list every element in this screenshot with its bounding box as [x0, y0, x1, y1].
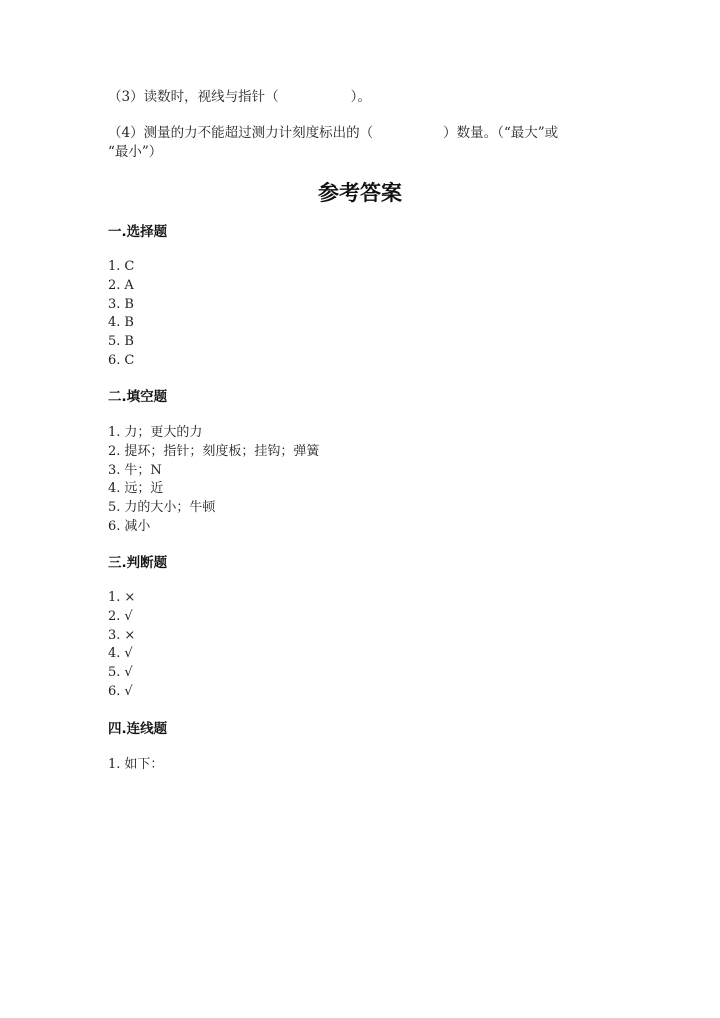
item-answer: B: [124, 296, 134, 312]
item-answer: ×: [124, 627, 136, 643]
list-item: [108, 683, 135, 702]
item-number: 1.: [108, 425, 121, 440]
item-answer: 力的大小；牛顿: [124, 500, 216, 516]
answer-list-multiple-choice: [108, 258, 134, 371]
item-answer: 减小: [124, 518, 151, 534]
question-4: [108, 124, 558, 142]
answer-list-true-false: [108, 589, 135, 702]
list-item: [108, 664, 135, 683]
section-heading-multiple-choice: 一.选择题: [108, 224, 168, 240]
item-answer: 远；近: [124, 481, 164, 497]
item-answer: 如下：: [124, 757, 164, 772]
item-answer: √: [124, 646, 133, 662]
item-number: 5.: [108, 665, 121, 681]
section-heading-fill-in: 二.填空题: [108, 389, 168, 405]
question-3: [108, 88, 371, 106]
item-number: 6.: [108, 683, 121, 699]
item-number: 1.: [108, 757, 121, 772]
item-number: 1.: [108, 590, 121, 605]
answer-list-matching: [108, 756, 163, 775]
item-number: 1.: [108, 259, 121, 274]
item-number: 6.: [108, 518, 121, 534]
item-number: 5.: [108, 500, 121, 516]
item-answer: 力；更大的力: [124, 425, 203, 440]
list-item: [108, 518, 319, 537]
item-answer: C: [124, 352, 135, 368]
section-heading-matching: 四.连线题: [108, 721, 168, 737]
item-answer: √: [124, 683, 133, 699]
section-heading-true-false: 三.判断题: [108, 555, 168, 571]
list-item: [108, 258, 134, 277]
item-number: 2.: [108, 443, 121, 459]
item-number: 6.: [108, 352, 121, 368]
question-3-text: （3）读数时，视线与指针（: [108, 89, 279, 105]
list-item: [108, 333, 134, 352]
item-number: 3.: [108, 627, 121, 643]
list-item: [108, 314, 134, 333]
list-item: [108, 589, 135, 608]
list-item: [108, 277, 134, 296]
list-item: [108, 296, 134, 315]
item-number: 3.: [108, 296, 121, 312]
list-item: [108, 480, 319, 499]
list-item: [108, 443, 319, 462]
item-number: 2.: [108, 608, 121, 624]
list-item: [108, 352, 134, 371]
answer-key-title: 参考答案: [318, 181, 402, 205]
item-number: 3.: [108, 462, 121, 478]
question-3-tail: ）。: [350, 89, 371, 105]
item-answer: ×: [124, 590, 136, 605]
question-4-continuation: “最小”）: [108, 144, 163, 160]
list-item: [108, 645, 135, 664]
answer-list-fill-in: [108, 424, 319, 537]
question-4-tail: ）数量。（“最大”或: [443, 125, 559, 141]
item-answer: A: [124, 277, 134, 293]
item-answer: 提环；指针；刻度板；挂钩；弹簧: [124, 443, 320, 459]
list-item: [108, 608, 135, 627]
list-item: [108, 499, 319, 518]
list-item: [108, 756, 163, 775]
item-number: 5.: [108, 334, 121, 350]
item-answer: 牛；N: [124, 462, 162, 478]
item-answer: B: [124, 315, 134, 331]
item-number: 4.: [108, 315, 121, 331]
list-item: [108, 424, 319, 443]
list-item: [108, 627, 135, 646]
item-number: 2.: [108, 277, 121, 293]
list-item: [108, 462, 319, 481]
item-answer: C: [124, 259, 135, 274]
item-answer: √: [124, 665, 133, 681]
item-answer: B: [124, 334, 134, 350]
item-number: 4.: [108, 646, 121, 662]
question-4-text: （4）测量的力不能超过测力计刻度标出的（: [108, 125, 374, 141]
item-number: 4.: [108, 481, 121, 497]
item-answer: √: [124, 608, 133, 624]
